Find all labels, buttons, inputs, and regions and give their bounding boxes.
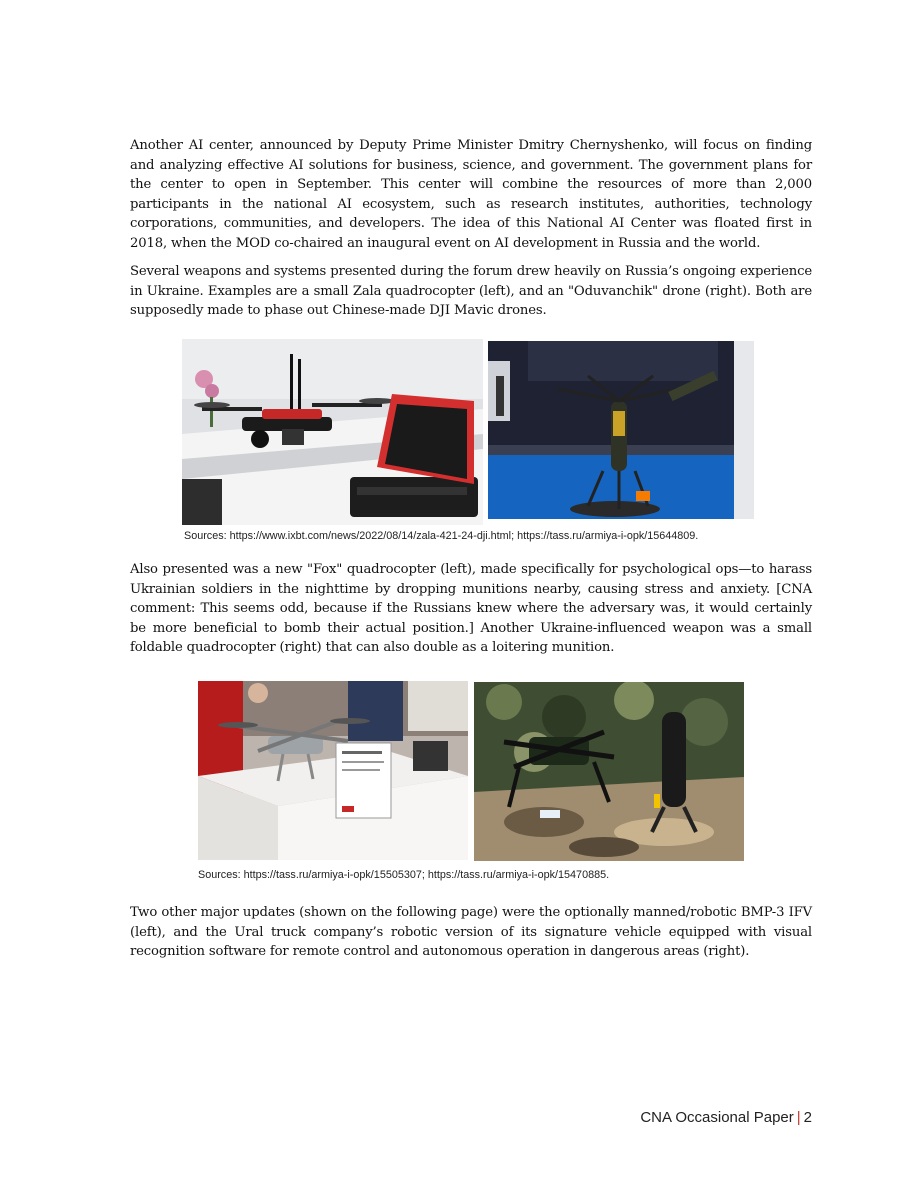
paragraph-weapons-forum: Several weapons and systems presented during the forum drew heavily on Russia’s ongoing experience in Ukraine. Examples are a small Zala quadrocopter (left), and an "Oduvanchik" drone (right). Both are supposedly made to phase out Chinese-made DJI Mavic drones.	[130, 264, 812, 318]
footer-separator: |	[796, 1109, 801, 1126]
photo-foldable-quadrocopter	[474, 682, 744, 861]
photo-fox-quadrocopter	[198, 681, 468, 860]
figure-1-caption: Sources: https://www.ixbt.com/news/2022/08/14/zala-421-24-dji.html; https://tass.ru/armiya-i-opk/15644809.	[184, 530, 699, 542]
figure-2-caption: Sources: https://tass.ru/armiya-i-opk/15505307; https://tass.ru/armiya-i-opk/15470885.	[198, 869, 610, 881]
page-number: 2	[803, 1109, 812, 1126]
photo-oduvanchik-drone	[488, 341, 754, 519]
paragraph-ai-center: Another AI center, announced by Deputy Prime Minister Dmitry Chernyshenko, will focus on finding and analyzing effective AI solutions for business, science, and government. The government plans for the center to open in September. This center will combine the resources of more than 2,000 participants in the national AI ecosystem, such as research institutes, authorities, technology corporations, communities, and developers. The idea of this National AI Center was floated first in 2018, when the MOD co-chaired an inaugural event on AI development in Russia and the world.	[130, 138, 812, 251]
page-footer	[640, 1109, 812, 1126]
footer-label: CNA Occasional Paper	[640, 1109, 794, 1126]
photo-zala-quadrocopter	[182, 339, 483, 525]
paragraph-fox-quadrocopter: Also presented was a new "Fox" quadrocopter (left), made specifically for psychological ops—to harass Ukrainian soldiers in the nighttime by dropping munitions nearby, causing stress and anxiety. [CNA comment: This seems odd, because if the Russians knew where the adversary was, it would certainly be more beneficial to bomb their actual position.] Another Ukraine-influenced weapon was a small foldable quadrocopter (right) that can also double as a loitering munition.	[130, 562, 812, 655]
paragraph-major-updates: Two other major updates (shown on the following page) were the optionally manned/robotic BMP-3 IFV (left), and the Ural truck company’s robotic version of its signature vehicle equipped with visual recognition software for remote control and autonomous operation in dangerous areas (right).	[130, 905, 812, 959]
